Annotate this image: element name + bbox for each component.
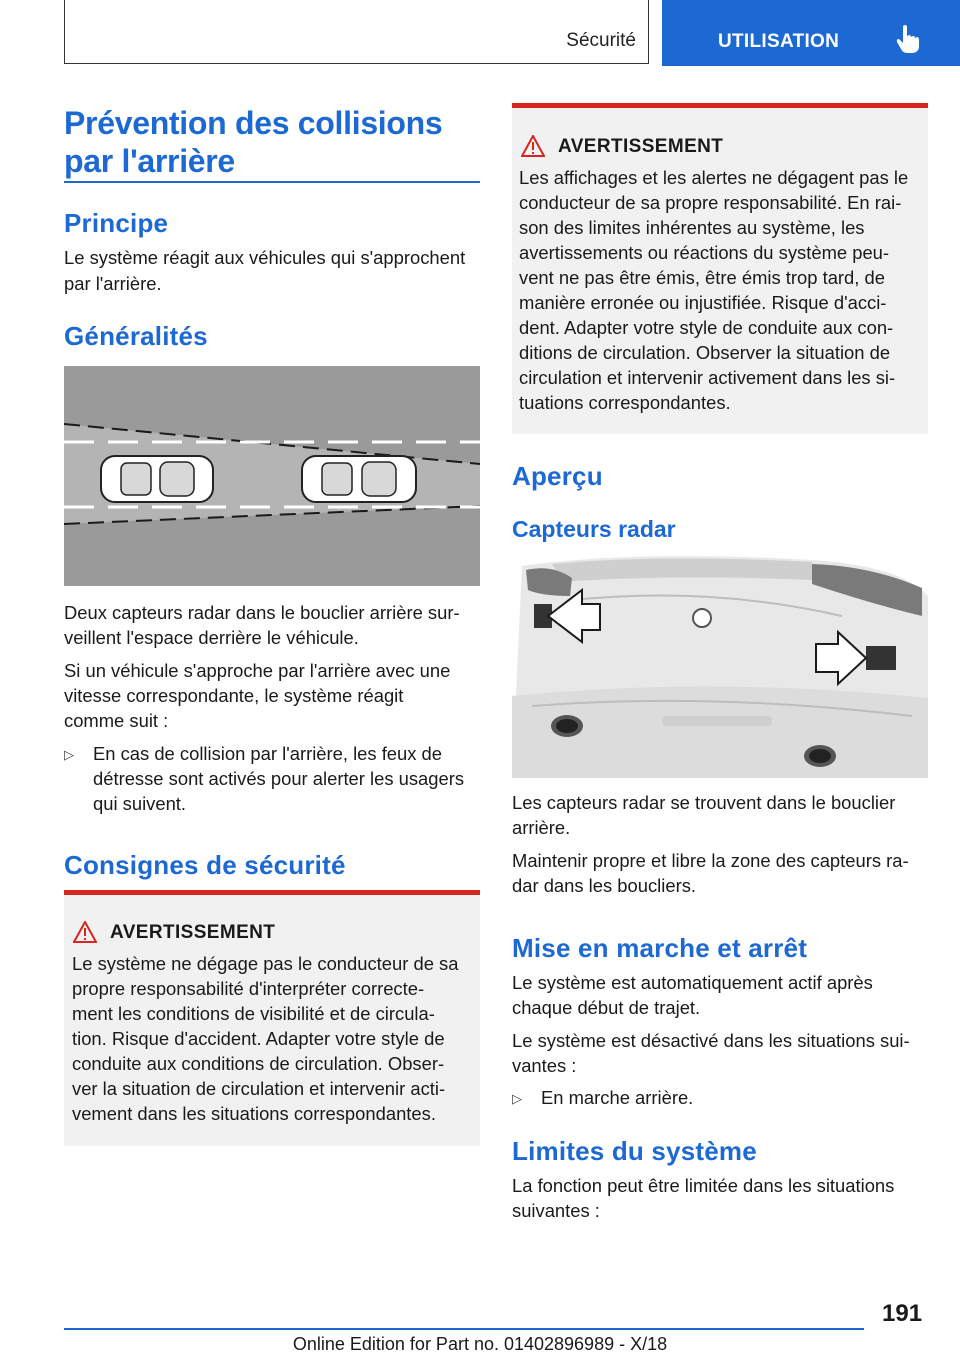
onoff-p2-line1: Le système est désactivé dans les situations sui- bbox=[512, 1030, 910, 1051]
hand-pointer-icon bbox=[894, 24, 922, 54]
bullet1-line1: En cas de collision par l'arrière, les feux de bbox=[93, 743, 443, 764]
car-front-vehicle bbox=[302, 456, 416, 502]
onoff-p1-line2: chaque début de trajet. bbox=[512, 997, 701, 1018]
bullet-triangle-icon: ▷ bbox=[64, 747, 74, 762]
heading-safety: Consignes de sécurité bbox=[64, 850, 346, 880]
limits-line2: suivantes : bbox=[512, 1200, 600, 1221]
heading-radar-sensors: Capteurs radar bbox=[512, 516, 676, 542]
edition-text: Online Edition for Part no. 01402896989 - X/18 bbox=[292, 1334, 668, 1354]
heading-general: Généralités bbox=[64, 321, 208, 351]
warning-line: conduite aux conditions de circulation. Obser- bbox=[72, 1053, 445, 1074]
bullet1-line3: qui suivent. bbox=[93, 793, 187, 814]
warning-line: vement dans les situations correspondantes. bbox=[72, 1103, 436, 1124]
radar-sensor-illustration bbox=[512, 556, 928, 778]
radar-p2-line1: Maintenir propre et libre la zone des capteurs ra- bbox=[512, 850, 909, 871]
warning-line: ment les conditions de visibilité et de circula- bbox=[72, 1003, 435, 1024]
onoff-bullet-text: En marche arrière. bbox=[541, 1087, 694, 1108]
general-p1-line2: veillent l'espace derrière le véhicule. bbox=[64, 627, 359, 648]
principle-text-line1: Le système réagit aux véhicules qui s'approchent bbox=[64, 247, 466, 268]
bullet1-line2: détresse sont activés pour alerter les usagers bbox=[93, 768, 465, 789]
warning-line: Le système ne dégage pas le conducteur de sa bbox=[72, 953, 459, 974]
heading-overview: Aperçu bbox=[512, 461, 603, 491]
warning-line: vent ne pas être émis, être émis trop tard, de bbox=[519, 267, 885, 288]
warning-label: AVERTISSEMENT bbox=[110, 922, 276, 943]
header-section-box bbox=[64, 0, 649, 64]
header-section-title: Sécurité bbox=[566, 30, 636, 51]
warning-triangle-icon bbox=[521, 135, 545, 157]
heading-principle: Principe bbox=[64, 208, 169, 238]
warning-box-left bbox=[64, 890, 480, 1146]
radar-p1-line2: arrière. bbox=[512, 817, 571, 838]
radar-p2-line2: dar dans les boucliers. bbox=[512, 875, 697, 896]
header-chapter-tab[interactable] bbox=[662, 0, 960, 66]
warning-line: Les affichages et les alertes ne dégagent pas le bbox=[519, 167, 909, 188]
warning-label: AVERTISSEMENT bbox=[558, 136, 724, 157]
onoff-p1-line1: Le système est automatiquement actif après bbox=[512, 972, 873, 993]
heading-system-limits: Limites du système bbox=[512, 1136, 757, 1166]
general-p1-line1: Deux capteurs radar dans le bouclier arrière sur- bbox=[64, 602, 460, 623]
limits-line1: La fonction peut être limitée dans les situations bbox=[512, 1175, 895, 1196]
onoff-p2-line2: vantes : bbox=[512, 1055, 577, 1076]
warning-box-right bbox=[512, 103, 928, 434]
warning-line: ditions de circulation. Observer la situation de bbox=[519, 342, 891, 363]
warning-line: propre responsabilité d'interpréter correcte- bbox=[72, 978, 425, 999]
warning-line: avertissements ou réactions du système peu- bbox=[519, 242, 890, 263]
warning-line: conducteur de sa propre responsabilité. En rai- bbox=[519, 192, 902, 213]
rear-collision-illustration bbox=[64, 366, 480, 586]
heading-on-off: Mise en marche et arrêt bbox=[512, 933, 808, 963]
radar-p1-line1: Les capteurs radar se trouvent dans le bouclier bbox=[512, 792, 896, 813]
principle-text-line2: par l'arrière. bbox=[64, 273, 162, 294]
title-underline bbox=[64, 181, 480, 183]
list-item bbox=[64, 742, 480, 818]
warning-line: manière erronée ou injustifiée. Risque d'acci- bbox=[519, 292, 887, 313]
warning-triangle-icon bbox=[73, 921, 97, 943]
page-number: 191 bbox=[882, 1300, 923, 1327]
page-title-line2: par l'arrière bbox=[64, 143, 235, 179]
warning-line: tuations correspondantes. bbox=[519, 392, 731, 413]
footer-rule bbox=[64, 1328, 864, 1330]
header-chapter-label: UTILISATION bbox=[718, 31, 840, 52]
warning-line: ver la situation de circulation et intervenir acti- bbox=[72, 1078, 446, 1099]
general-p2-line1: Si un véhicule s'approche par l'arrière avec une bbox=[64, 660, 451, 681]
bullet-triangle-icon: ▷ bbox=[512, 1091, 522, 1106]
general-p2-line2: vitesse correspondante, le système réagit bbox=[64, 685, 404, 706]
car-rear-vehicle bbox=[101, 456, 213, 502]
warning-line: son des limites inhérentes au système, les bbox=[519, 217, 865, 238]
list-item bbox=[512, 1086, 928, 1112]
warning-line: circulation et intervenir activement dans les si- bbox=[519, 367, 896, 388]
warning-line: tion. Risque d'accident. Adapter votre style de bbox=[72, 1028, 445, 1049]
general-p2-line3: comme suit : bbox=[64, 710, 169, 731]
warning-line: dent. Adapter votre style de conduite aux con- bbox=[519, 317, 894, 338]
page-title-line1: Prévention des collisions bbox=[64, 105, 443, 141]
